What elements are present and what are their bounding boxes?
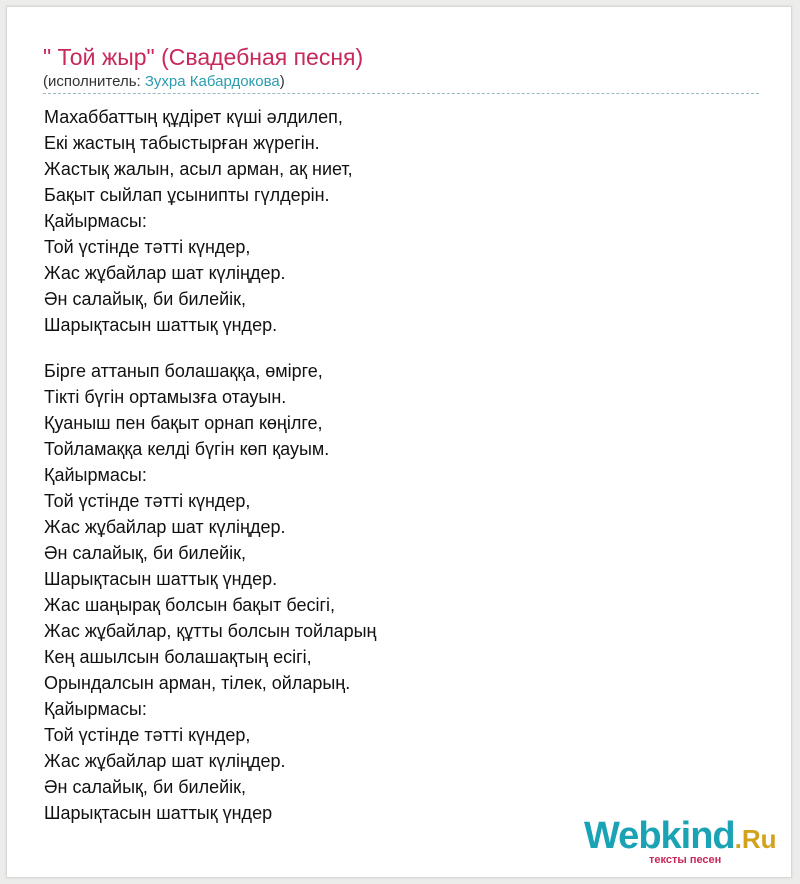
title-divider: [43, 93, 759, 94]
lyric-line: Жас жұбайлар шат күліңдер.: [44, 263, 286, 283]
lyric-line: Той үстінде тәтті күндер,: [44, 491, 251, 511]
logo-tagline: тексты песен: [649, 854, 722, 866]
lyric-line: Тойламаққа келді бүгін көп қауым.: [44, 439, 330, 459]
lyric-line: Той үстінде тәтті күндер,: [44, 725, 251, 745]
lyric-line: Ән салайық, би билейік,: [44, 289, 247, 309]
lyric-line: Ән салайық, би билейік,: [44, 543, 247, 563]
chorus-label: Қайырмасы:: [44, 699, 147, 719]
performer-suffix: ): [279, 73, 285, 90]
lyric-line: Жас жұбайлар шат күліңдер.: [44, 751, 286, 771]
lyric-line: Кең ашылсын болашақтың есігі,: [44, 647, 312, 667]
lyric-line: Жас жұбайлар шат күліңдер.: [44, 517, 286, 537]
performer-line: [43, 73, 285, 91]
lyric-line: Екі жастың табыстырған жүрегін.: [44, 133, 320, 153]
lyric-line: Қуаныш пен бақыт орнап көңілге,: [44, 413, 323, 433]
lyric-line: Бірге аттанып болашаққа, өмірге,: [44, 361, 323, 381]
lyric-line: Махаббаттың құдірет күші әлдилеп,: [44, 107, 343, 127]
chorus-label: Қайырмасы:: [44, 465, 147, 485]
chorus-label: Қайырмасы:: [44, 211, 147, 231]
performer-link[interactable]: Зухра Кабардокова: [144, 73, 280, 90]
lyric-line: Орындалсын арман, тілек, ойларың.: [44, 673, 351, 693]
webkind-logo[interactable]: [584, 814, 784, 874]
stanza-gap: [44, 338, 764, 358]
lyric-line: Жас жұбайлар, құтты болсын тойларың: [44, 621, 377, 641]
lyric-line: Шарықтасын шаттық үндер: [44, 803, 273, 823]
song-title: " Той жыр" (Свадебная песня): [43, 44, 364, 70]
lyric-line: Жастық жалын, асыл арман, ақ ниет,: [44, 159, 353, 179]
lyric-line: Жас шаңырақ болсын бақыт бесігі,: [44, 595, 336, 615]
lyric-line: Тікті бүгін ортамызға отауын.: [44, 387, 287, 407]
lyric-line: Шарықтасын шаттық үндер.: [44, 569, 278, 589]
lyrics-text: [44, 104, 764, 826]
logo-tld-text: .Ru: [734, 824, 777, 854]
lyric-line: Ән салайық, би билейік,: [44, 777, 247, 797]
logo-main-text: Webkind: [584, 815, 735, 857]
performer-prefix: (исполнитель:: [43, 73, 145, 90]
lyric-line: Шарықтасын шаттық үндер.: [44, 315, 278, 335]
lyrics-page: [6, 6, 792, 878]
lyric-line: Той үстінде тәтті күндер,: [44, 237, 251, 257]
lyric-line: Бақыт сыйлап ұсынипты гүлдерін.: [44, 185, 330, 205]
